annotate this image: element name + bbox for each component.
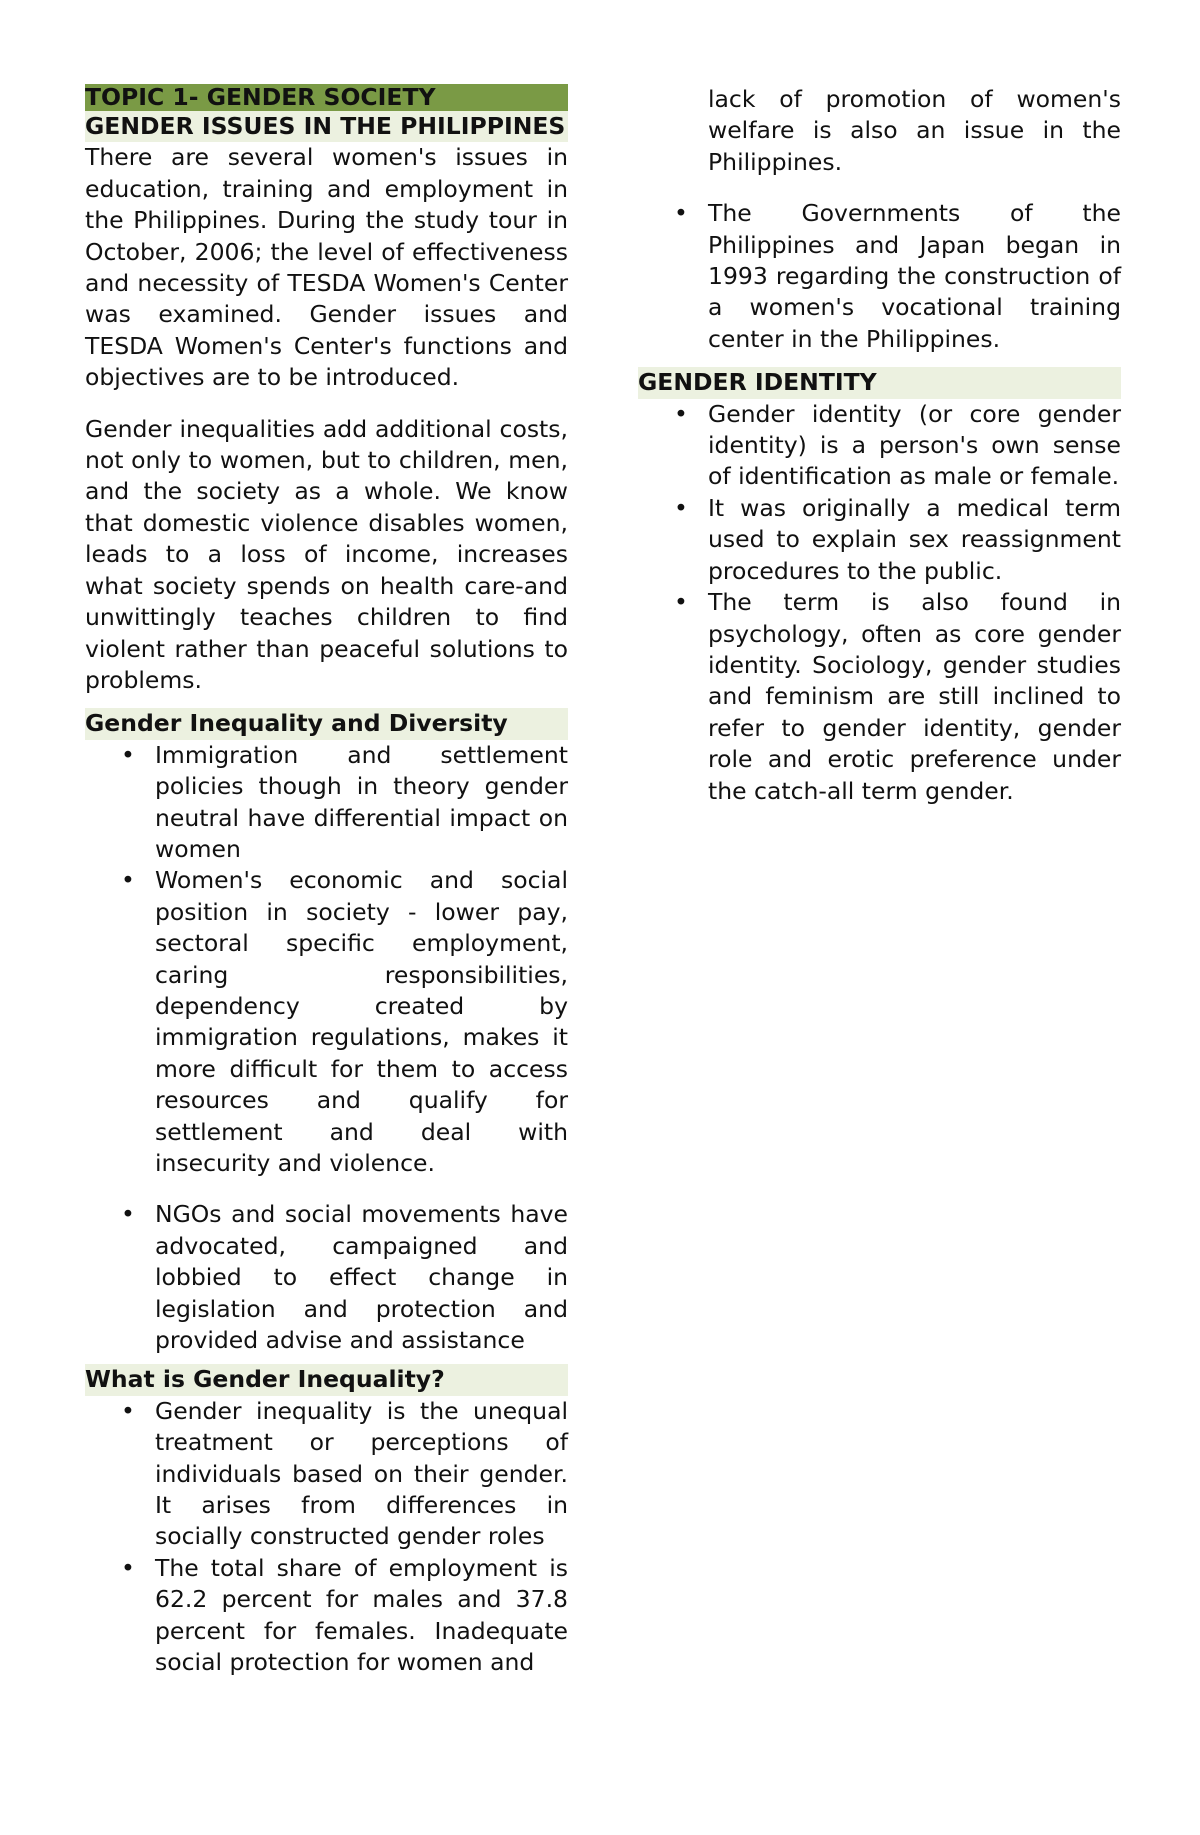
bullet: • — [121, 1200, 135, 1229]
bullet: • — [674, 399, 688, 428]
bullet: • — [121, 740, 135, 769]
list-item — [121, 1553, 568, 1679]
list-item — [121, 1396, 568, 1553]
list-item-text: The total share of employment is 62.2 percent for males and 37.8 percent for females. Inadequate social protection for women and — [155, 1553, 568, 1677]
paragraph-gender-inequalities: Gender inequalities add additional costs, not only to women, but to children, men, and the society as a whole. We know that domestic violence disables women, leads to a loss of income, increases what society spends on health care-and unwittingly teaches children to find violent rather than peaceful solutions to problems. — [85, 414, 568, 694]
identity-list — [674, 399, 1121, 807]
list-item-text: It was originally a medical term used to explain sex reassignment procedures to the public. — [708, 493, 1121, 585]
heading-gender-identity: GENDER IDENTITY — [638, 367, 1121, 398]
list-item-text: Gender inequality is the unequal treatment or perceptions of individuals based on their gender. It arises from differences in socially constructed gender roles — [155, 1396, 568, 1551]
bullet: • — [121, 1553, 135, 1582]
list-item — [674, 493, 1121, 587]
heading-gender-issues: GENDER ISSUES IN THE PHILIPPINES — [85, 111, 568, 142]
paragraph-women-issues: There are several women's issues in education, training and employment in the Philippines. During the study tour in October, 2006; the level of effectiveness and necessity of TESDA Women's Center was examined. Gender issues and TESDA Women's Center's functions and objectives are to be introduced. — [85, 143, 568, 392]
list-item — [674, 198, 1121, 355]
bullet: • — [121, 866, 135, 895]
list-item-text: Gender identity (or core gender identity) is a person's own sense of identification as male or female. — [708, 399, 1121, 491]
list-item-text: The term is also found in psychology, often as core gender identity. Sociology, gender studies and feminism are still inclined to refer to gender identity, gender role and erotic preference under the catch-all term gender. — [708, 588, 1121, 805]
list-item-text: NGOs and social movements have advocated, campaigned and lobbied to effect change in legislation and protection and provided advise and assistance — [155, 1200, 568, 1355]
left-column — [85, 84, 568, 1679]
list-item — [121, 1199, 568, 1356]
bullet: • — [121, 1396, 135, 1425]
bullet: • — [674, 199, 688, 228]
heading-what-is-inequality: What is Gender Inequality? — [85, 1364, 568, 1395]
list-item — [121, 740, 568, 866]
list-item — [674, 587, 1121, 807]
list-item-text: Immigration and settlement policies though in theory gender neutral have differential impact on women — [155, 740, 568, 863]
right-column — [638, 84, 1121, 807]
continued-text: lack of promotion of women's welfare is also an issue in the Philippines. — [708, 85, 1121, 176]
list-item-text: The Governments of the Philippines and Japan began in 1993 regarding the construction of a women's vocational training center in the Philippines. — [708, 199, 1121, 353]
topic-title: TOPIC 1- GENDER SOCIETY — [85, 84, 568, 111]
diversity-list — [121, 740, 568, 1357]
heading-inequality-diversity: Gender Inequality and Diversity — [85, 708, 568, 739]
bullet: • — [674, 493, 688, 522]
inequality-list — [121, 1396, 568, 1679]
list-item-text: Women's economic and social position in society - lower pay, sectoral specific employment, caring responsibilities, dependency created by immigration regulations, makes it more difficult for them to access resources and qualify for settlement and deal with insecurity and violence. — [155, 866, 568, 1177]
list-item — [121, 865, 568, 1179]
governments-list — [674, 198, 1121, 355]
list-item — [674, 399, 1121, 493]
bullet: • — [674, 588, 688, 617]
